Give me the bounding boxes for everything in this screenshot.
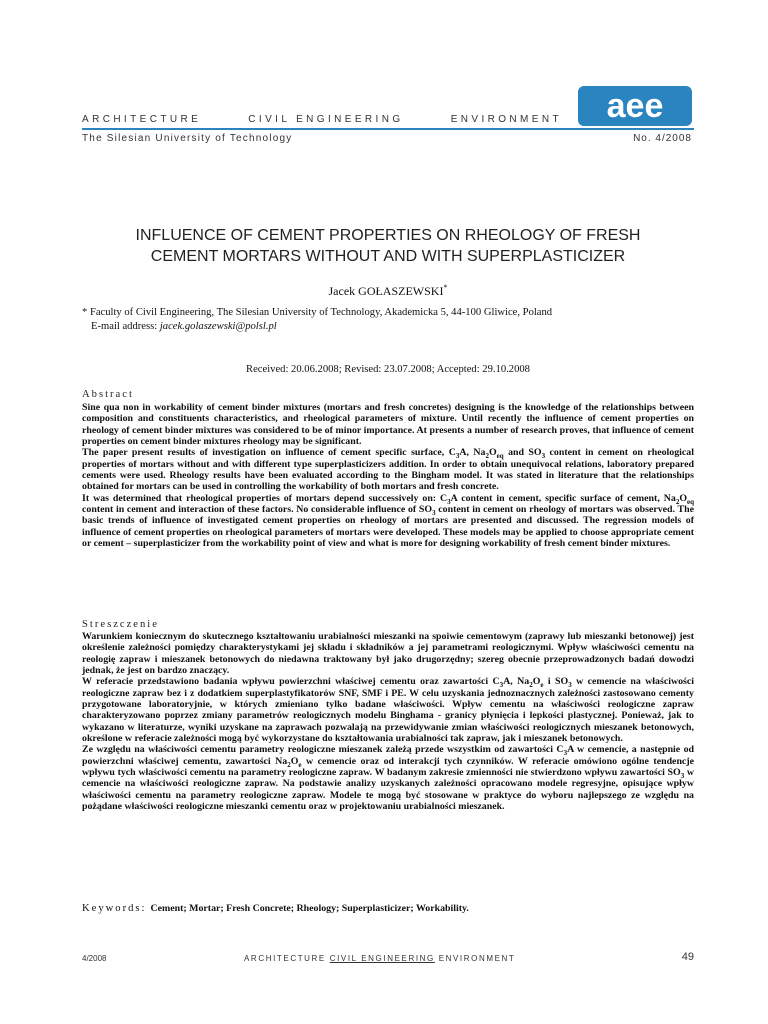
title-line-1: INFLUENCE OF CEMENT PROPERTIES ON RHEOLOGY OF FRESH [135, 227, 641, 244]
university-name: The Silesian University of Technology [82, 133, 293, 144]
streszczenie-paragraph-3: Ze względu na właściwości cementu parametry reologiczne mieszanek zależą przede wszystkim od zawartości $C_3A$ w cemencie, a następnie od powierzchni właściwej cementu, zawartości $Na_2O_e$ w cemencie oraz od interakcji tych czynników. W referacie omówiono ogólne tendencje wpływu tych właściwości cementu na parametry reologiczne zapraw. W badanym zakresie zmienności nie stwierdzono wpływu zawartości $SO_3$ w cemencie na właściwości reologiczne zapraw. Na podstawie analizy uzyskanych zależności opracowano modele regresyjne, opisujące wpływ właściwości cementu na parametry reologiczne zapraw. Modele te mogą być stosowane w praktyce do wyboru najlepszego ze względu na pożądane właściwości reologiczne mieszanki cementu oraz w projektowaniu urabialności mieszanek. [82, 744, 695, 813]
abstract-body [82, 402, 694, 549]
author-name: Jacek GOŁASZEWSKI [328, 284, 444, 298]
abstract-paragraph-1: Sine qua non in workability of cement binder mixtures (mortars and fresh concretes) designing is the knowledge of the relationships between composition and constituents characteristics, and rheological parameters of mixture. Until recently the influence of cement properties on rheology of cement binder mixtures was considered to be of minor importance. At presents a number of research proves, that influence of cement properties on cement binder mixtures rheology may be significant. [82, 402, 694, 448]
email-link[interactable]: jacek.golaszewski@polsl.pl [159, 321, 277, 332]
streszczenie-paragraph-2: W referacie przedstawiono badania wpływu powierzchni właściwej cementu oraz zawartości $C_3A$, $Na_2O_e$ i $SO_3$ w cemencie na właściwości reologiczne zapraw bez i z dodatkiem superplastyfikatorów SNF, SMF i PE. W celu uzyskania jednoznacznych zależności zastosowano cementy przygotowane laboratoryjnie, w których zmieniano tylko badane właściwości. Wpływ cementu na właściwości reologiczne zapraw charakteryzowano poprzez zmiany parametrów reologicznych modelu Binghama - granicy płynięcia i lepkości plastycznej. Ponieważ, jak to wykazano w literaturze, wyniki uzyskane na zaprawach pozwalają na przewidywanie zmian właściwości reologicznych mieszanek betonowych, określone w referacie zależności mogą być wykorzystane do kształtowania urabialności tak zapraw, jak i mieszanek betonowych. [82, 676, 695, 745]
affiliation [82, 306, 694, 334]
aee-logo [578, 86, 692, 126]
streszczenie-heading: Streszczenie [82, 619, 159, 630]
series-civil-engineering: CIVIL ENGINEERING [248, 114, 404, 125]
keywords-label: Keywords: [82, 903, 147, 914]
journal-series [82, 114, 562, 125]
header-rule [82, 128, 694, 130]
paper-title [82, 225, 694, 267]
issue-number: No. 4/2008 [633, 133, 692, 144]
author-mark: * [443, 283, 448, 292]
abstract-paragraph-3: It was determined that rheological properties of mortars depend successively on: $C_3A$ content in cement, specific surface of cement, $Na_2O_{eq}$ content in cement and interaction of these factors. No considerable influence of $SO_3$ content in cement on rheology of mortars was observed. The basic trends of influence of investigated cement properties on rheology of mortars are presented and discussed. The regression models of influence of cement properties on rheological parameters of mortars were developed. These models may be applied to choose appropriate cement or cement – superplasticizer from the workability point of view and what is more for designing workability of fresh cement binder mixtures. [82, 492, 694, 550]
series-architecture: ARCHITECTURE [82, 114, 202, 125]
page-number: 49 [681, 951, 694, 963]
footer-issue: 4/2008 [82, 954, 107, 963]
keywords [82, 903, 694, 914]
abstract-paragraph-2: The paper present results of investigation on influence of cement specific surface, $C_3A$, $Na_2O_{eq}$ and $SO_3$ content in cement on rheological properties of mortars without and with different type superplasticizers addition. In order to obtain unequivocal relations, laboratory prepared cements were used. Rheology results have been evaluated according to the Bingham model. It was stated in literature that the relationships obtained for mortars can be used in controlling the workability of both mortars and fresh concrete. [82, 447, 694, 493]
email-label: E-mail address: [91, 321, 158, 332]
affiliation-line: * Faculty of Civil Engineering, The Silesian University of Technology, Akademicka 5, 44-100 Gliwice, Poland [82, 307, 553, 318]
received-dates: Received: 20.06.2008; Revised: 23.07.2008; Accepted: 29.10.2008 [246, 364, 530, 375]
author [82, 283, 694, 299]
streszczenie-paragraph-1: Warunkiem koniecznym do skutecznego kształtowaniu urabialności mieszanki na spoiwie cementowym (zaprawy lub mieszanki betonowej) jest określenie zależności pomiędzy charakterystykami jej składu i składników a jej parametrami reologicznymi. Wpływ właściwości cementu na reologię zapraw i mieszanek betonowych do niedawna traktowany był jako drugorzędny; szereg obecnie przeprowadzonych badań dowodzi jednak, że jest on bardzo znaczący. [82, 631, 694, 677]
abstract-heading: Abstract [82, 389, 134, 400]
footer-series: ARCHITECTURE CIVIL ENGINEERING ENVIRONMENT [244, 954, 516, 963]
logo-text: aee [606, 87, 664, 125]
keywords-value: Cement; Mortar; Fresh Concrete; Rheology; Superplasticizer; Workability. [150, 903, 469, 914]
series-environment: ENVIRONMENT [450, 114, 562, 125]
streszczenie-body [82, 631, 694, 813]
title-line-2: CEMENT MORTARS WITHOUT AND WITH SUPERPLASTICIZER [150, 248, 626, 265]
